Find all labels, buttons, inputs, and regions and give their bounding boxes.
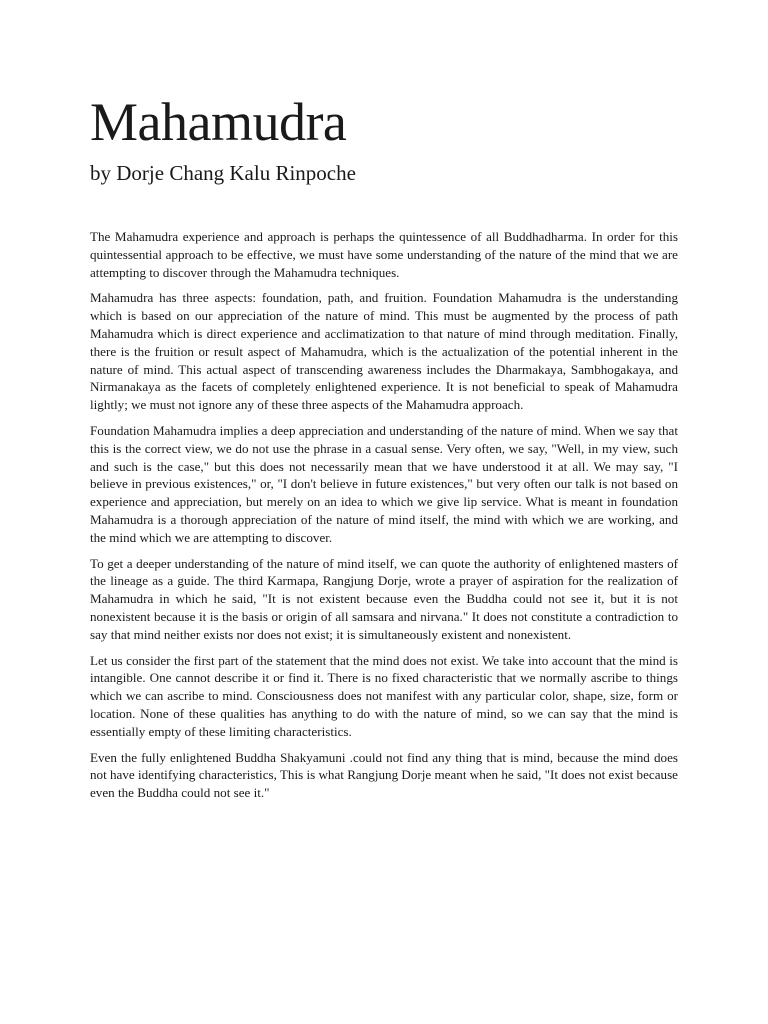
paragraph-3: Foundation Mahamudra implies a deep appreciation and understanding of the nature of mind. When we say that this is the correct view, we do not use the phrase in a casual sense. Very often, we say, "Well, in my view, such and such is the case," but this does not necessarily mean that we have understood it at all. We may say, "I believe in previous existences," or, "I don't believe in future existences," but very often our talk is not based on experience and appreciation, but merely on an idea to which we give lip service. What is meant in foundation Mahamudra is a thorough appreciation of the nature of mind itself, the mind with which we are working, and the mind which we are attempting to discover.	[90, 422, 678, 545]
paragraph-2: Mahamudra has three aspects: foundation, path, and fruition. Foundation Mahamudra is the understanding which is based on our appreciation of the nature of mind. This must be augmented by the process of path Mahamudra which is direct experience and acclimatization to that nature of mind through meditation. Finally, there is the fruition or result aspect of Mahamudra, which is the actualization of the potential inherent in the nature of mind. This actual aspect of transcending awareness includes the Dharmakaya, Sambhogakaya, and Nirmanakaya as the facets of completely enlightened experience. It is not beneficial to speak of Mahamudra lightly; we must not ignore any of these three aspects of the Mahamudra approach.	[90, 290, 678, 413]
document-page	[90, 92, 678, 810]
document-author: by Dorje Chang Kalu Rinpoche	[90, 161, 356, 185]
document-body	[90, 228, 678, 802]
document-title: Mahamudra	[90, 92, 347, 152]
paragraph-6: Even the fully enlightened Buddha Shakyamuni .could not find any thing that is mind, because the mind does not have identifying characteristics, This is what Rangjung Dorje meant when he said, "It does not exist because even the Buddha could not see it."	[90, 749, 678, 801]
paragraph-5: Let us consider the first part of the statement that the mind does not exist. We take into account that the mind is intangible. One cannot describe it or find it. There is no fixed characteristic that we normally ascribe to things which we can ascribe to mind. Consciousness does not manifest with any particular color, shape, size, form or location. None of these qualities has anything to do with the nature of mind, so we can say that the mind is essentially empty of these limiting characteristics.	[90, 652, 678, 739]
paragraph-4: To get a deeper understanding of the nature of mind itself, we can quote the authority of enlightened masters of the lineage as a guide. The third Karmapa, Rangjung Dorje, wrote a prayer of aspiration for the realization of Mahamudra in which he said, "It is not existent because even the Buddha could not see it, but it is not nonexistent because it is the basis or origin of all samsara and nirvana." It does not constitute a contradiction to say that mind neither exists nor does not exist; it is simultaneously existent and nonexistent.	[90, 555, 678, 642]
paragraph-1: The Mahamudra experience and approach is perhaps the quintessence of all Buddhadharma. In order for this quintessential approach to be effective, we must have some understanding of the nature of the mind that we are attempting to discover through the Mahamudra techniques.	[90, 229, 678, 280]
